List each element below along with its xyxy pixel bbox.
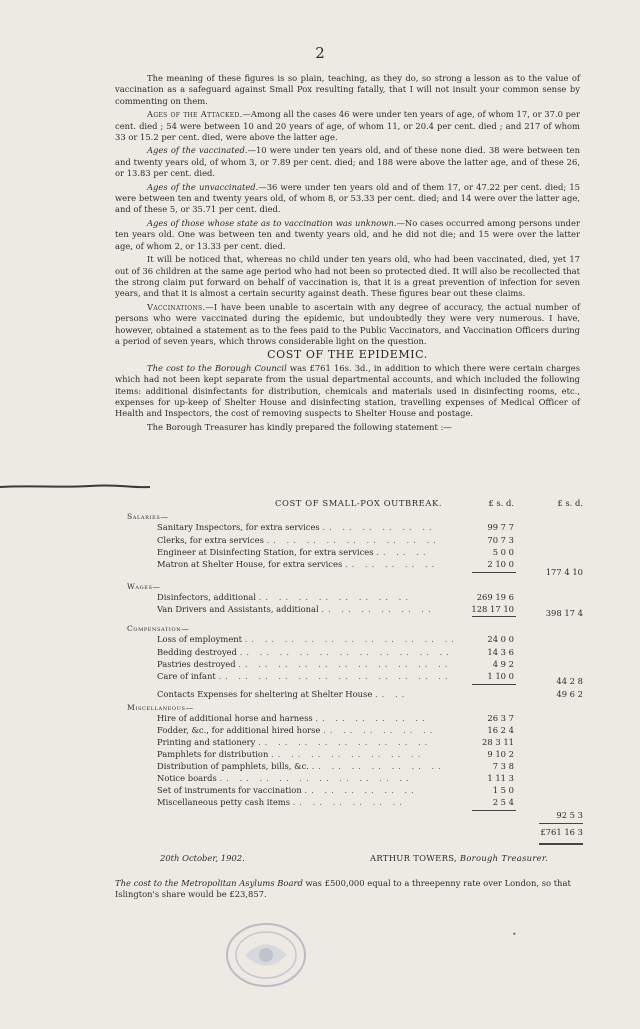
row-amount: 1 10 0 [487,671,514,681]
row-label: Fodder, &c., for additional hired horse [157,725,321,735]
table-row [115,737,585,749]
table-title: COST OF SMALL-POX OUTBREAK. [275,498,443,508]
row-amount: 14 3 6 [487,647,514,657]
leader-dots: .. .. .. .. .. .. [321,604,435,614]
row-amount: 1 11 3 [487,773,514,783]
row-amount: 99 7 7 [487,522,514,532]
row-label: Distribution of pamphlets, bills, &c. [157,761,309,771]
row-label-contacts: Contacts Expenses for sheltering at Shelter House [157,689,373,699]
pencil-mark-icon [0,484,150,490]
table-row [115,749,585,761]
paragraph-noticed: It will be noticed that, whereas no child under ten years old, who had been vaccinated, died, yet 17 out of 36 children at the same age period who had not been so protected died. It will also be recollected that the strong claim put forward on behalf of vaccination is, that it is a great prevention of infection for seven years, and that it is almost a certain security against death. These figures bear out these claims. [115,254,580,299]
leader-dots: .. .. .. .. .. [344,559,439,569]
table-row [115,797,585,809]
section-lead-ages-vaccinated: Ages of the vaccinated. [147,145,248,156]
column-header-amount: £ s. d. [488,498,514,508]
row-label: Sanitary Inspectors, for extra services [157,522,320,532]
leader-dots: .. .. .. .. .. .. .. .. [258,592,412,602]
row-amount: 24 0 0 [487,634,514,644]
paragraph-ages-vaccinated-text: —10 were under ten years old, and of these none died. 38 were between ten and twenty years old, of whom 3, or 7.89 per cent. died; and 188 were above the latter age, and of these 26, or 13.83 per cent. died. [115,145,581,179]
section-total-contacts: 49 6 2 [556,689,583,699]
leader-dots: .. .. .. .. .. .. .. .. .. [266,535,440,545]
row-label: Pamphlets for distribution [157,749,269,759]
section-lead-vaccinations: Vaccinations. [147,301,206,312]
row-amount: 9 10 2 [487,749,514,759]
table-row [115,522,585,534]
section-total-salaries: 177 4 10 [545,567,583,577]
leader-dots: .. .. .. .. .. .. .. .. .. .. .. [238,659,452,669]
subtotal-row [115,608,585,620]
table-row [115,761,585,773]
leader-dots: .. .. .. .. .. .. [292,797,406,807]
page-number: 2 [315,44,325,62]
row-amount: 128 17 10 [471,604,514,614]
row-amount: 1 5 0 [492,785,514,795]
closing-paragraph [115,878,580,901]
table-row [115,647,585,659]
table-row [115,725,585,737]
subtotal-row [115,810,585,822]
leader-dots: .. .. .. .. .. .. [322,522,436,532]
row-amount: 4 9 2 [492,659,514,669]
margin-mark: • [512,930,517,939]
paragraph-ages-unknown-text: —No cases occurred among persons under ten years old. One was between ten and twenty years old, and he did not die; and 15 were over the latter age, of whom 2, or 13.33 per cent. died. [115,217,580,251]
leader-dots: .. .. .. .. .. .. [315,713,429,723]
table-row [115,592,585,604]
report-date: 20th October, 1902. [160,853,245,863]
paragraph-meaning: The meaning of these figures is so plain, teaching, as they do, so strong a lesson as to the value of vaccination as a safeguard against Small Pox resulting fatally, that I will not insult your common sense by commenting on them. [115,73,580,106]
row-amount: 5 0 0 [492,547,514,557]
paragraph-ages-unvaccinated [115,182,580,216]
row-label: Van Drivers and Assistants, additional [157,604,319,614]
leader-dots: .. .. .. .. .. .. .. .. [271,749,425,759]
leader-dots: .. .. .. .. .. .. .. .. .. .. .. [239,647,453,657]
row-label: Care of infant [157,671,216,681]
paragraph-vaccinations [115,302,580,348]
body-text [115,73,580,435]
grand-total-rule [539,823,583,824]
row-label: Miscellaneous petty cash items [157,797,291,807]
section-lead-ages-unknown: Ages of those whose state as to vaccination was unknown. [147,217,397,228]
paragraph-borough-cost-text: was £761 16s. 3d., in addition to which there were certain charges which had not been kept separate from the usual departmental accounts, and which included the following items: additional disinfectants for distribution, chemicals and materials used in disinfecting rooms, etc., expenses for up-keep of Shelter House and disinfecting station, travelling expenses of Medical Officer of Health and Inspectors, the cost of removing suspects to Shelter House and postage. [115,362,580,419]
paragraph-ages-vaccinated [115,145,580,179]
paragraph-ages-attacked-text: —Among all the cases 46 were under ten years of age, of whom 17, or 37.0 per cent. died ; 54 were between 10 and 20 years of age, of whom 11, or 20.4 per cent. died ; and 217 of whom 33 or 15.2 per cent. died, were above the latter age. [115,109,580,143]
section-lead-ages-attacked: Ages of the Attacked. [147,109,243,120]
table-row [115,713,585,725]
row-label: Printing and stationery [157,737,256,747]
row-amount: 7 3 8 [492,761,514,771]
section-label-wages: Wages— [127,582,161,591]
leader-dots: .. .. .. .. .. .. .. .. .. .. .. .. [218,671,452,681]
paragraph-vaccinations-text: —I have been unable to ascertain with any degree of accuracy, the actual number of persons who were vaccinated during the epidemic, but undoubtedly they were very numerous. I have, however, obtained a statement as to the fees paid to the Public Vaccinators, and Vaccination Officers during a period of seven years, which throws considerable light on the question. [115,301,580,346]
row-amount: 28 3 11 [482,737,514,747]
leader-dots: .. .. .. .. .. .. [304,785,418,795]
row-amount: 16 2 4 [487,725,514,735]
subtotal-row [115,567,585,579]
paragraph-ages-unvaccinated-text: —36 were under ten years old and of them 17, or 47.22 per cent. died; 15 were between ten and twenty years old, of whom 8, or 53.33 per cent. died; and 14 were over the latter age, and of these 5, or 35.71 per cent. died. [115,181,580,215]
row-label: Bedding destroyed [157,647,238,657]
closing-lead: The cost to the Metropolitan Asylums Board [115,878,303,888]
section-label-compensation: Compensation— [127,624,190,633]
table-row [115,689,585,701]
paragraph-treasurer: The Borough Treasurer has kindly prepared the following statement :— [147,421,452,432]
section-total-misc: 92 5 3 [556,810,583,820]
signature-line [370,853,548,863]
table-row [115,535,585,547]
row-amount: 26 3 7 [487,713,514,723]
row-amount: 2 5 4 [492,797,514,807]
row-label: Hire of additional horse and harness [157,713,313,723]
paragraph-ages-attacked [115,109,580,143]
leader-dots: .. .. [374,689,409,699]
row-label: Pastries destroyed [157,659,236,669]
grand-total-double-rule [539,843,583,845]
row-amount: 2 10 0 [487,559,514,569]
table-row [115,659,585,671]
closing-text: was £500,000 equal to a threepenny rate over London, so that Islington's share would be £23,857. [115,878,571,900]
row-amount: 70 7 3 [487,535,514,545]
column-header-total: £ s. d. [557,498,583,508]
section-total-compensation: 44 2 8 [556,676,583,686]
row-label: Disinfectors, additional [157,592,257,602]
leader-dots: .. .. .. .. .. .. .. .. .. .. [219,773,413,783]
paragraph-ages-unknown [115,218,580,252]
section-label-misc: Miscellaneous— [127,703,194,712]
row-label: Notice boards [157,773,217,783]
row-label: Engineer at Disinfecting Station, for extra services [157,547,374,557]
paragraph-borough-cost [115,363,580,420]
table-header-row [115,498,585,510]
table-row [115,547,585,559]
row-label: Clerks, for extra services [157,535,264,545]
section-lead-ages-unvaccinated: Ages of the unvaccinated. [147,181,259,192]
section-total-wages: 398 17 4 [545,608,583,618]
library-stamp-icon [225,922,307,988]
leader-dots: .. .. .. [376,547,430,557]
section-label-salaries: Salaries— [127,512,169,521]
subtotal-row [115,676,585,688]
leader-dots: .. .. .. .. .. .. .. .. .. .. .. [244,634,458,644]
table-row [115,773,585,785]
row-label: Matron at Shelter House, for extra services [157,559,343,569]
row-label: Set of instruments for vaccination [157,785,302,795]
table-row [115,634,585,646]
leader-dots: .. .. .. .. .. .. .. [311,761,445,771]
grand-total-row [115,827,585,839]
row-amount: 269 19 6 [476,592,514,602]
leader-dots: .. .. .. .. .. .. [323,725,437,735]
table-row [115,785,585,797]
section-heading-cost: COST OF THE EPIDEMIC. [267,348,428,362]
section-lead-borough-cost: The cost to the Borough Council [147,362,287,373]
row-label: Loss of employment [157,634,243,644]
signatory-title: Borough Treasurer. [459,853,549,863]
leader-dots: .. .. .. .. .. .. .. .. .. [258,737,432,747]
grand-total: £761 16 3 [540,827,583,837]
signatory-name: ARTHUR TOWERS, [370,853,457,863]
